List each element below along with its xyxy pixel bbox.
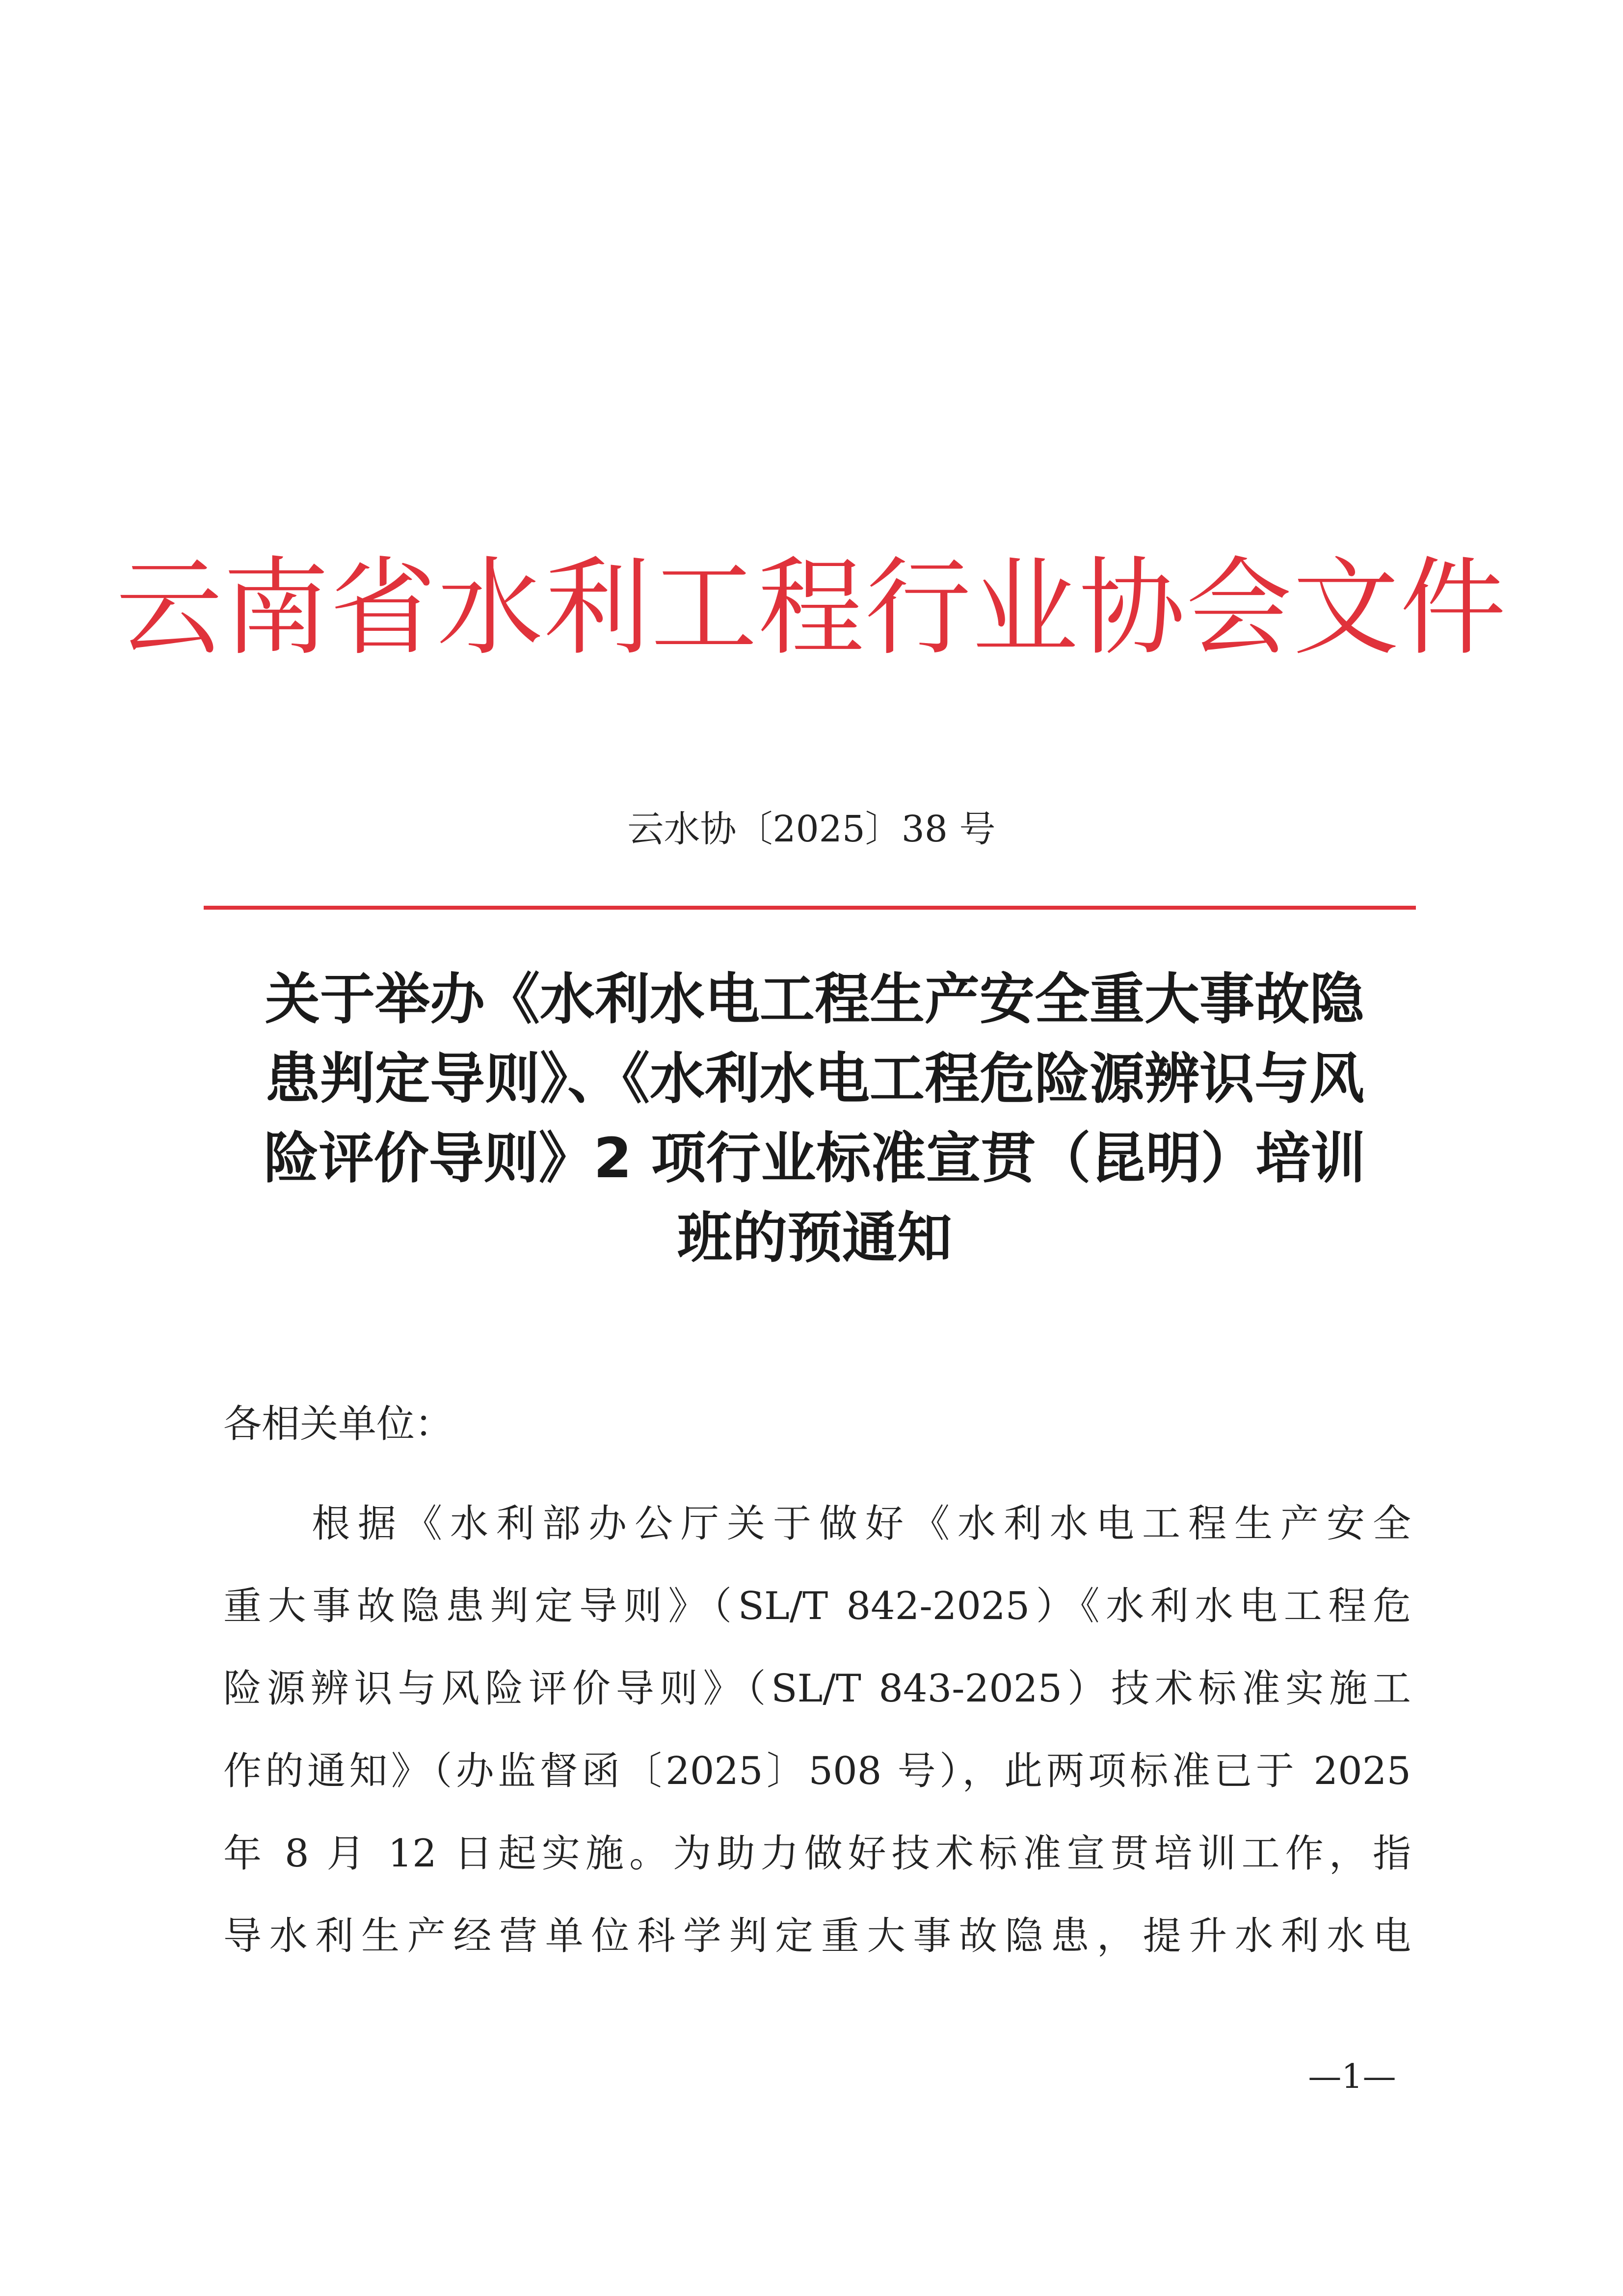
- body-line: 年 8 月 12 日起实施。为助力做好技术标准宣贯培训工作，指: [223, 1832, 1411, 1876]
- document-number: 云水协〔2025〕38 号: [627, 808, 996, 850]
- body-line: 险源辨识与风险评价导则》（SL/T 843-2025）技术标准实施工: [223, 1667, 1411, 1711]
- title-line: 关于举办《水利水电工程生产安全重大事故隐: [265, 968, 1364, 1031]
- body-line: 重大事故隐患判定导则》（SL/T 842-2025）《水利水电工程危: [223, 1584, 1411, 1628]
- issuer-title: 云南省水利工程行业协会文件: [116, 546, 1507, 670]
- body-line: 根据《水利部办公厅关于做好《水利水电工程生产安全: [312, 1502, 1411, 1546]
- document-title: [216, 960, 1413, 1278]
- body-paragraph: [223, 1483, 1411, 1977]
- title-line: 险评价导则》2 项行业标准宣贯（昆明）培训: [264, 1127, 1366, 1190]
- body-line: 作的通知》（办监督函〔2025〕508 号），此两项标准已于 2025: [223, 1749, 1411, 1793]
- red-separator-line: [204, 906, 1416, 910]
- page-number: —1—: [1308, 2057, 1396, 2096]
- body-line: 导水利生产经营单位科学判定重大事故隐患，提升水利水电: [223, 1914, 1411, 1958]
- salutation: 各相关单位：: [223, 1402, 453, 1446]
- title-line: 班的预通知: [677, 1206, 952, 1270]
- title-line: 患判定导则》、《水利水电工程危险源辨识与风: [265, 1047, 1364, 1111]
